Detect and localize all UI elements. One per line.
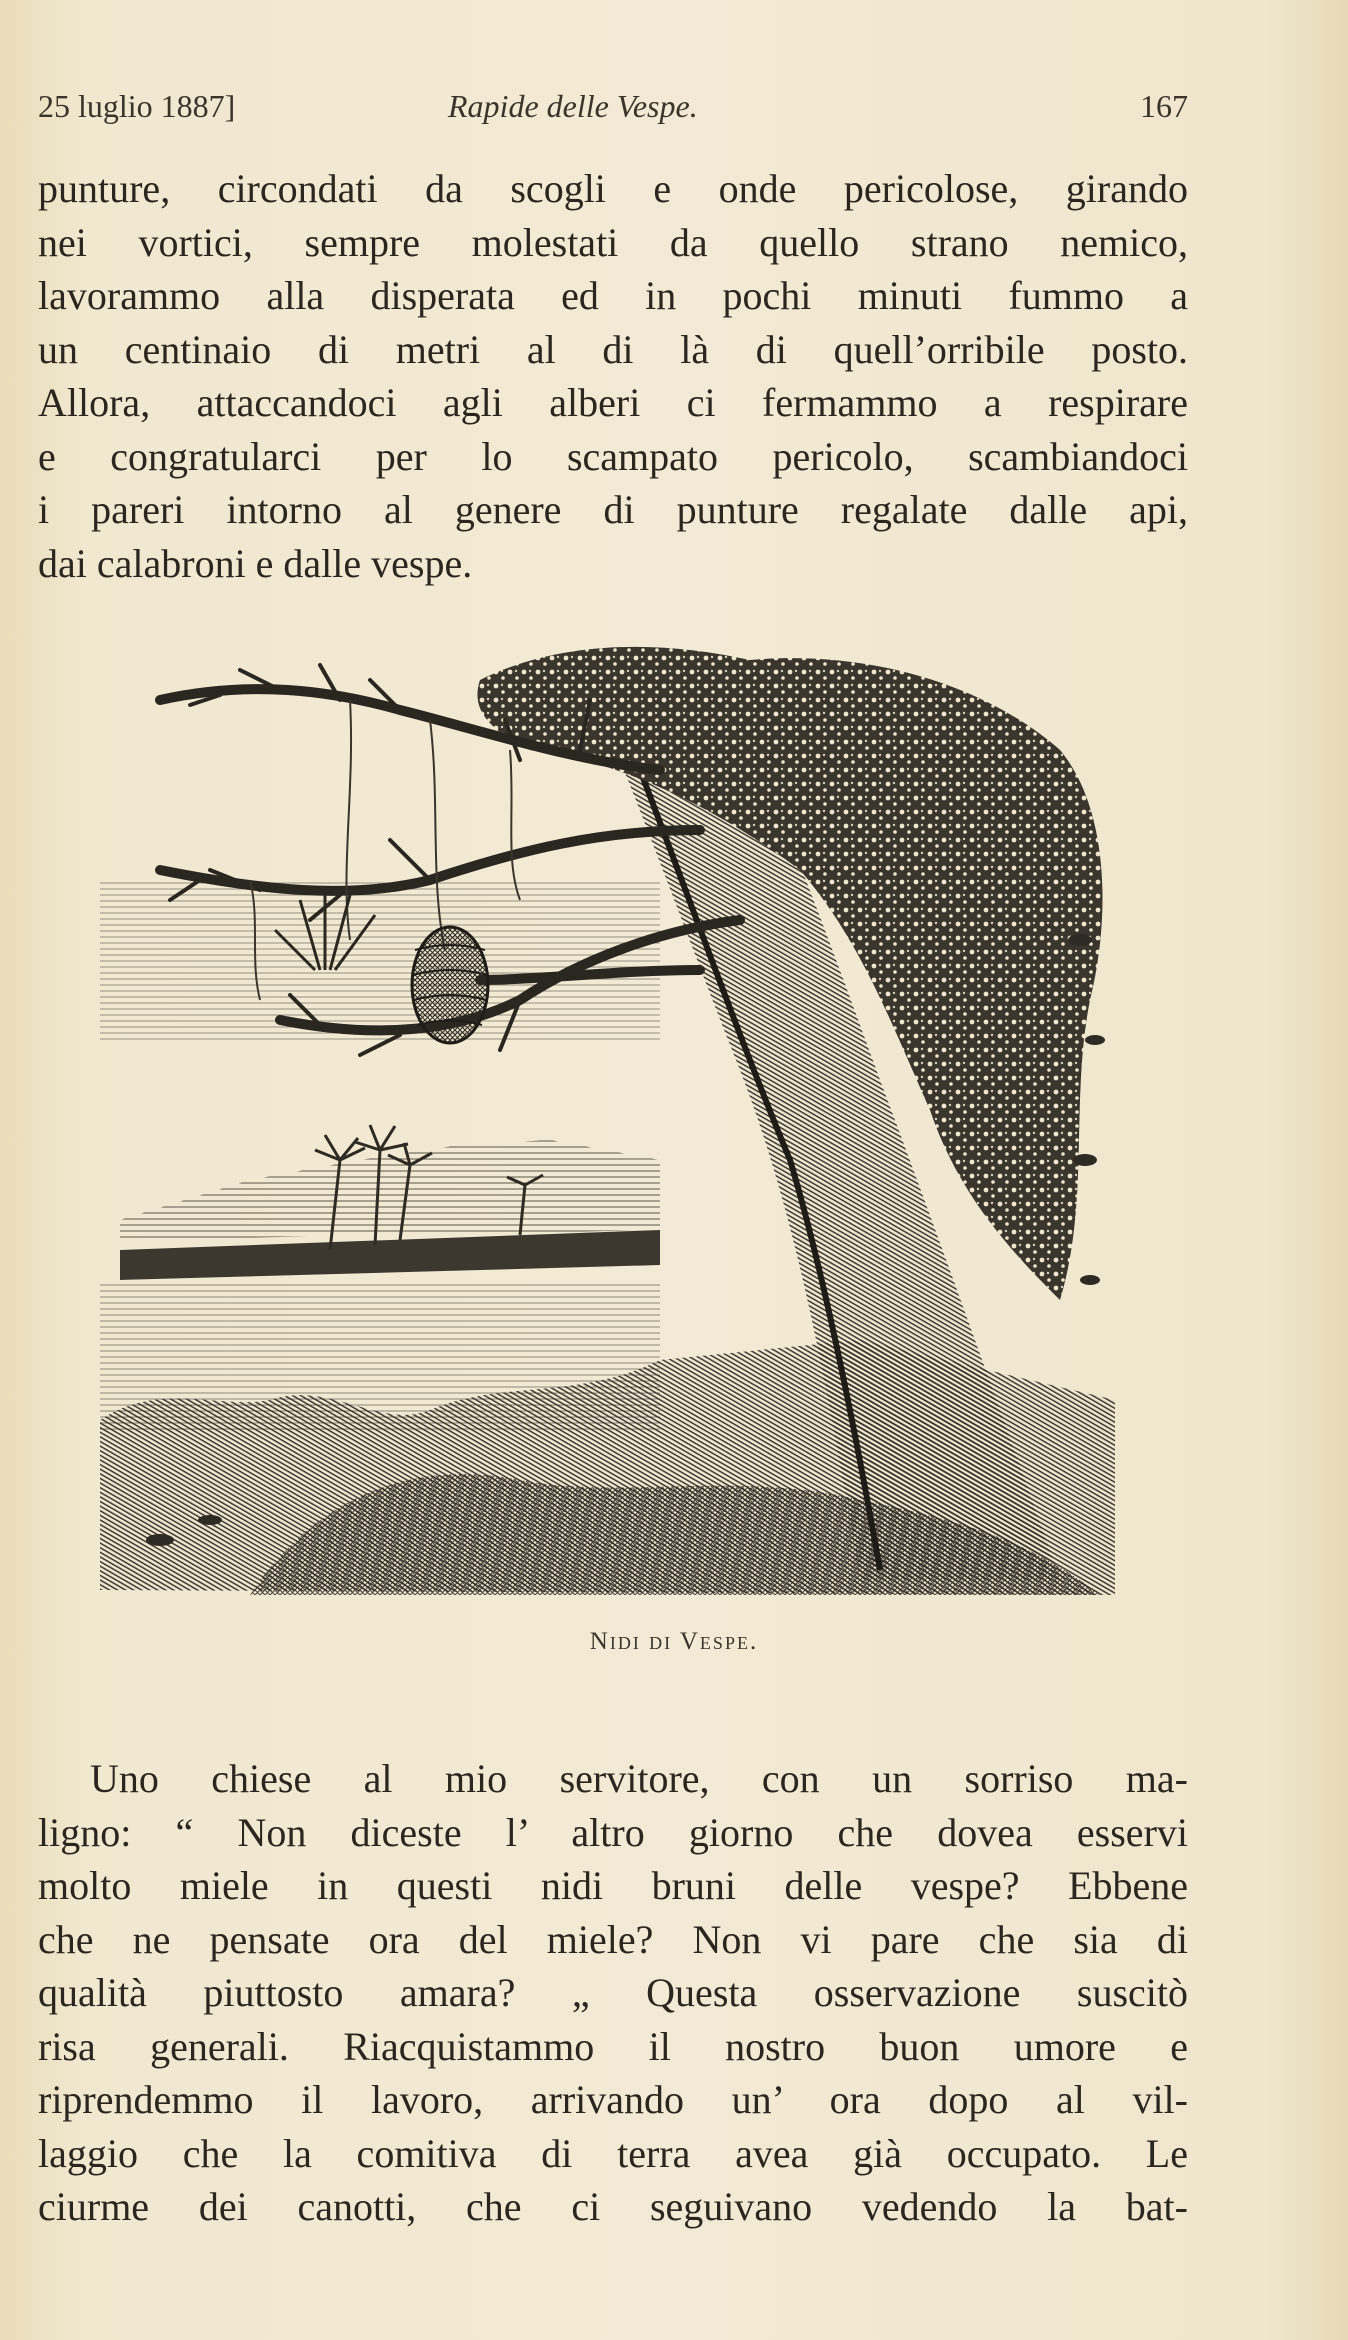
text-line: dai calabroni e dalle vespe. (38, 540, 473, 586)
page-number: 167 (1140, 88, 1188, 124)
paragraph-top (38, 162, 1188, 590)
text-line: punture, circondati da scogli e onde pericolose, girando (38, 166, 1188, 211)
text-line: Uno chiese al mio servitore, con un sorriso ma- (90, 1756, 1188, 1801)
running-header (38, 88, 1188, 132)
text-line: riprendemmo il lavoro, arrivando un’ ora dopo al vil- (38, 2077, 1188, 2122)
text-line: e congratularci per lo scampato pericolo, scambiandoci (38, 433, 1188, 479)
header-date: 25 luglio 1887] (38, 88, 236, 124)
text-line: laggio che la comitiva di terra avea già occupato. Le (38, 2130, 1188, 2176)
illustration-caption: Nidi di Vespe. (589, 1628, 759, 1655)
text-line: lavorammo alla disperata ed in pochi minuti fummo a (38, 273, 1188, 318)
wasp-nest-engraving (100, 640, 1115, 1595)
text-line: i pareri intorno al genere di punture regalate dalle api, (38, 487, 1188, 532)
text-line: qualità piuttosto amara? „ Questa osservazione suscitò (38, 1970, 1188, 2015)
text-line: risa generali. Riacquistammo il nostro buon umore e (38, 2023, 1188, 2069)
text-line: ciurme dei canotti, che ci seguivano vedendo la bat- (38, 2184, 1188, 2229)
wasp-nest (412, 927, 488, 1043)
paragraph-bottom (38, 1752, 1188, 2234)
text-line: molto miele in questi nidi bruni delle vespe? Ebbene (38, 1863, 1188, 1908)
text-line: un centinaio di metri al di là di quell’orribile posto. (38, 326, 1188, 372)
text-line: ligno: “ Non diceste l’ altro giorno che dovea esservi (38, 1809, 1188, 1855)
text-line: Allora, attaccandoci agli alberi ci fermammo a respirare (38, 380, 1188, 425)
sky-hatching (100, 880, 660, 1040)
header-title: Rapide delle Vespe. (448, 88, 698, 124)
text-line: che ne pensate ora del miele? Non vi pare che sia di (38, 1916, 1188, 1962)
text-line: nei vortici, sempre molestati da quello strano nemico, (38, 219, 1188, 265)
